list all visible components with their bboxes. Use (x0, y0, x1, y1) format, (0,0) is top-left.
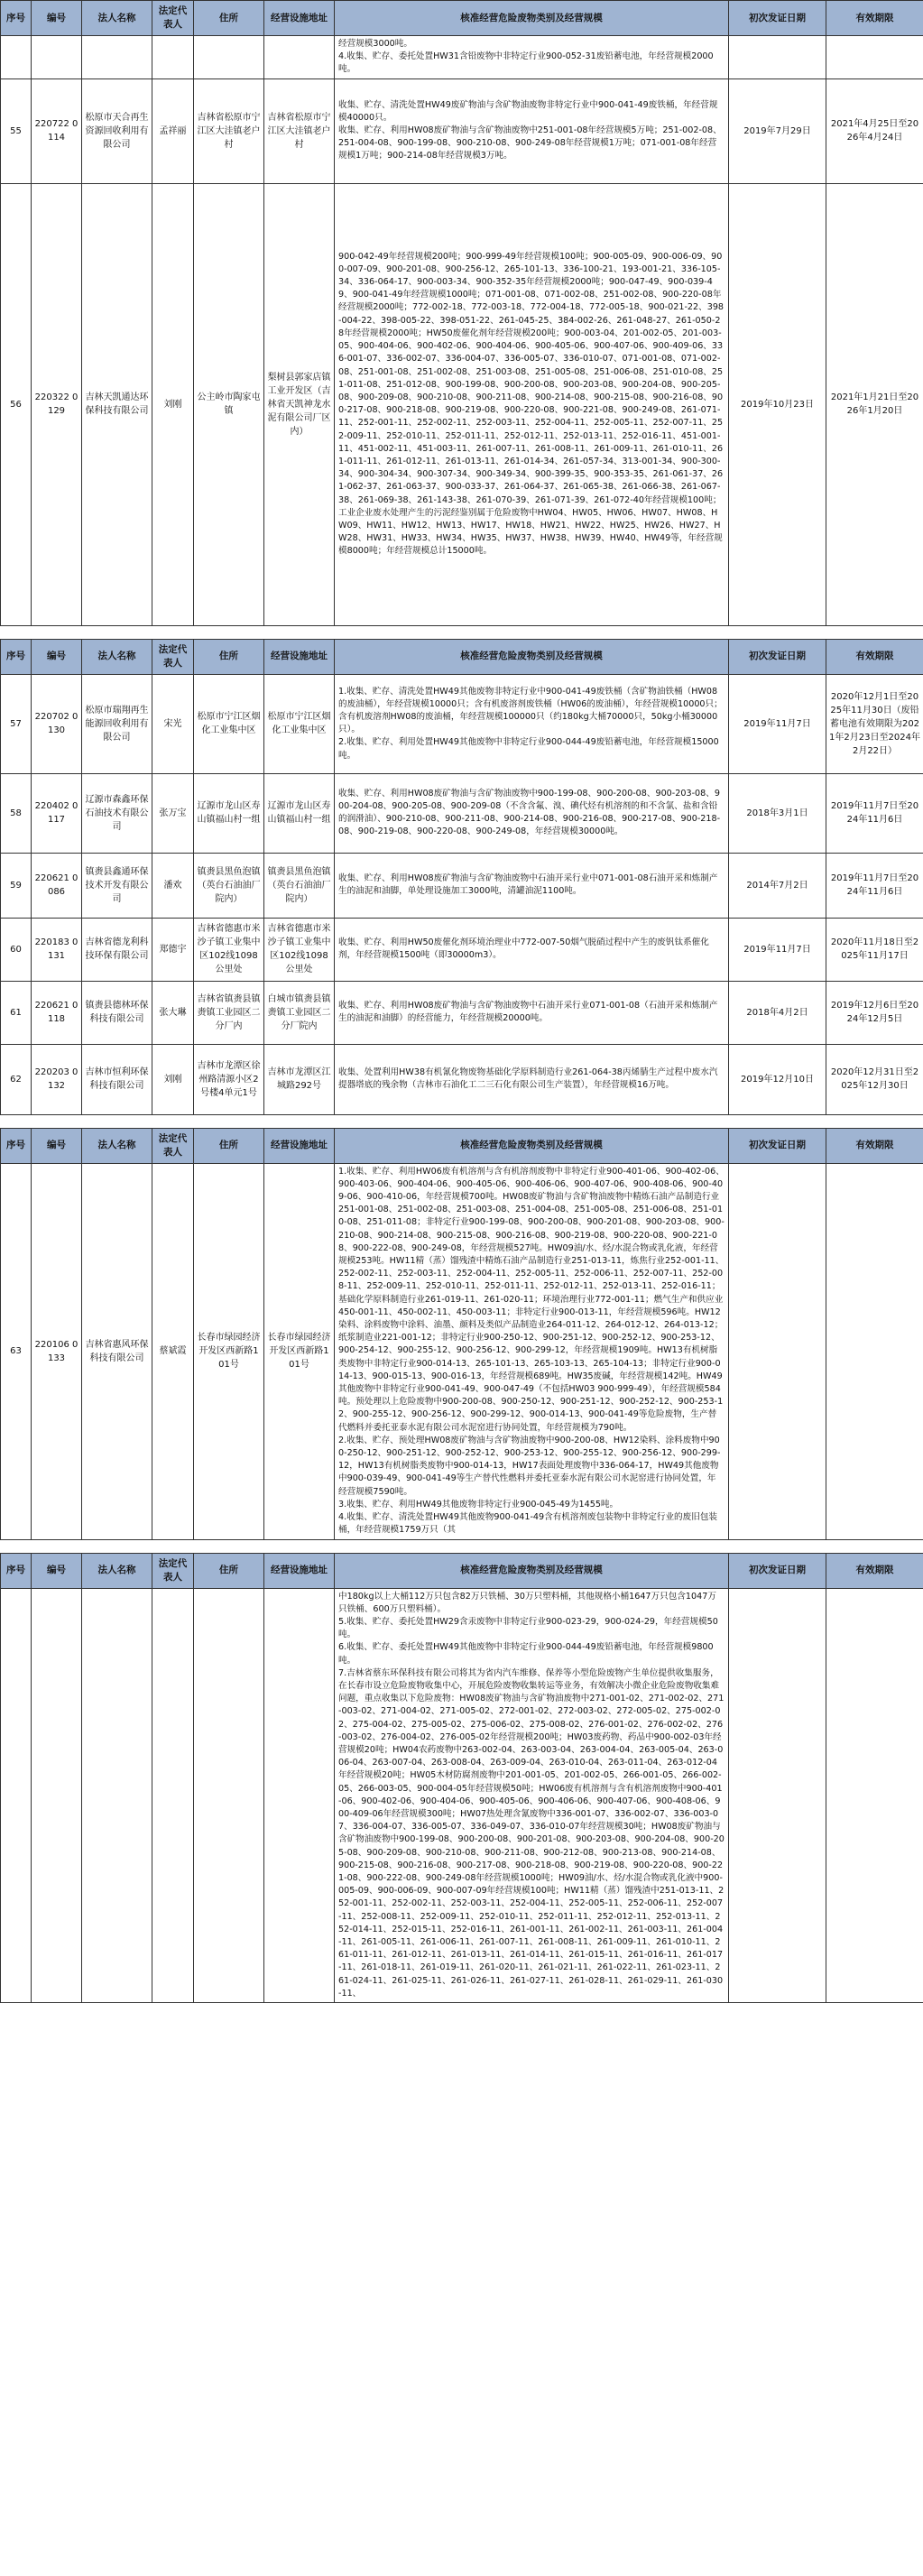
row-first-date: 2019年10月23日 (729, 183, 826, 625)
col-header-name: 法人名称 (82, 639, 152, 674)
row-rep: 刘刚 (152, 1044, 194, 1114)
table-row (1, 183, 923, 625)
table-row (1, 1044, 923, 1114)
col-header-address: 住所 (194, 1128, 264, 1163)
row-scope: 1.收集、贮存、利用HW06废有机溶剂与含有机溶剂废物中非特定行业900-401-06、900-402-06、900-403-06、900-404-06、900-405-06、900-406-06、900-407-06、900-408-06、900-409-06、900-410-06，年经营规模700吨。HW08废矿物油与含矿物油废物中精炼石油产品制造行业251-001-08、251-002-08、251-003-08、251-004-08、251-005-08、251-006-08、251-010-08、251-011-08；非特定行业900-199-08、900-200-08、900-201-08、900-203-08、900-210-08、900-214-08、900-215-08、900-216-08、900-219-08、900-220-08、900-221-08、900-222-08、900-249-08，年经营规模527吨。HW09油/水、烃/水混合物或乳化液，年经营规模253吨。HW11精（蒸）馏残渣中精炼石油产品制造行业251-013-11，炼焦行业252-001-11、252-002-11、252-003-11、252-004-11、252-005-11、252-006-11、252-007-11、252-008-11、252-009-11、252-010-11、252-011-11、252-012-11、252-013-11、252-016-11；基础化学原料制造行业261-019-11、261-020-11；环境治理行业772-001-11；燃气生产和供应业450-001-11、450-002-11、450-003-11；非特定行业900-013-11，年经营规模596吨。HW12染料、涂料废物中涂料、油墨、颜料及类似产品制造业264-011-12、264-012-12、264-013-12；纸浆制造业221-001-12；非特定行业900-250-12、900-251-12、900-252-12、900-253-12、900-254-12、900-255-12、900-256-12、900-299-12，年经营规模1909吨。HW13有机树脂类废物中非特定行业900-014-13、265-101-13、265-103-13、265-104-13；非特定行业900-014-13、900-015-13、900-016-13，年经营规模689吨。HW35废碱，年经营规模142吨。HW49其他废物中非特定行业900-041-49、900-047-49（不包括HW03 900-999-49），年经营规模584吨。预处理以上危险废物中900-200-08、900-250-12、900-251-12、900-252-12、900-253-12、900-255-12、900-256-12、900-299-12、900-014-13、900-041-49等危险废物，生产替代燃料并委托亚泰水泥有限公司水泥窑进行协同处置，年经营规模为790吨。 2.收集、贮存、预处理HW08废矿物油与含矿物油废物中900-200-08、HW12染料、涂料废物中900-250-12、900-251-12、900-252-12、900-253-12、900-255-12、900-256-12、900-299-12，HW13有机树脂类废物中900-014-13，HW17表面处理废物中336-064-17，HW49其他废物中900-039-49、900-041-49等生产替代性燃料并委托亚泰水泥有限公司水泥窑进行协同处置，年经营规模7590吨。 3.收集、贮存、利用HW49其他废物非特定行业900-045-49为1455吨。 4.收集、贮存、清洗处置HW49其他废物900-041-49含有机溶剂废包装物中非特定行业的废旧包装桶，年经营规模1759万只（其 (335, 1163, 729, 1539)
table-segment-1 (0, 0, 923, 626)
row-address: 公主岭市陶家屯镇 (194, 183, 264, 625)
permit-table (0, 639, 923, 1115)
col-header-no: 序号 (1, 1553, 32, 1588)
row-valid: 2021年1月21日至2026年1月20日 (826, 183, 923, 625)
col-header-no: 序号 (1, 639, 32, 674)
table-row (1, 981, 923, 1044)
row-valid: 2019年11月7日至2024年11月6日 (826, 853, 923, 918)
col-header-no: 序号 (1, 1, 32, 36)
row-no: 57 (1, 674, 32, 773)
row-facility: 松原市宁江区烟化工业集中区 (264, 674, 335, 773)
row-address: 辽源市龙山区寿山镇福山村一组 (194, 773, 264, 853)
table-row (1, 674, 923, 773)
col-header-valid: 有效期限 (826, 1128, 923, 1163)
row-name: 吉林省德龙利科技环保有限公司 (82, 918, 152, 981)
row-facility: 吉林省德惠市米沙子镇工业集中区102线1098公里处 (264, 918, 335, 981)
row-valid: 2020年12月1日至2025年11月30日（废铅蓄电池有效期限为2021年2月23日至2024年2月22日） (826, 674, 923, 773)
row-first-date: 2019年12月10日 (729, 1044, 826, 1114)
row-scope: 收集、贮存、清洗处置HW49废矿物油与含矿物油废物非特定行业中900-041-49废铁桶，年经营规模40000只。 收集、贮存、利用HW08废矿物油与含矿物油废物中251-001-08年经营规模5万吨；251-002-08、251-004-08、900-199-08、900-210-08、900-249-08年经营规模1万吨；071-001-08年经营规模1万吨；900-214-08年经营规模3万吨。 (335, 78, 729, 183)
row-name: 松原市瑞翔再生能源回收利用有限公司 (82, 674, 152, 773)
row-valid: 2020年11月18日至2025年11月17日 (826, 918, 923, 981)
col-header-rep: 法定代表人 (152, 1128, 194, 1163)
row-code: 220106 0133 (32, 1163, 82, 1539)
col-header-scope: 核准经营危险废物类别及经营规模 (335, 1128, 729, 1163)
row-name: 镇赉县德林环保科技有限公司 (82, 981, 152, 1044)
col-header-first-date: 初次发证日期 (729, 639, 826, 674)
row-first-date: 2014年7月2日 (729, 853, 826, 918)
row-scope: 1.收集、贮存、清洗处置HW49其他废物非特定行业中900-041-49废铁桶（含矿物油铁桶（HW08的废油桶），年经营规模10000只；含有机废溶剂废铁桶（HW06的废油桶），年经营规模10000只；含有机废溶剂HW08的废油桶，年经营规模100000只（约180kg大桶70000只，50kg小桶30000只）。 2.收集、贮存、利用处置HW49其他废物中非特定行业900-044-49废铅蓄电池，年经营规模15000吨。 (335, 674, 729, 773)
header-row (1, 1128, 923, 1163)
row-facility: 镇赉县黑鱼泡镇（英台石油油厂院内） (264, 853, 335, 918)
permit-table (0, 0, 923, 626)
row-rep: 张大琳 (152, 981, 194, 1044)
row-no: 62 (1, 1044, 32, 1114)
row-no: 60 (1, 918, 32, 981)
col-header-no: 序号 (1, 1128, 32, 1163)
row-address: 吉林市龙潭区徐州路清源小区2号楼4单元1号 (194, 1044, 264, 1114)
col-header-facility: 经营设施地址 (264, 1553, 335, 1588)
row-scope: 收集、贮存、利用HW50废催化剂环境治理业中772-007-50烟气脱硝过程中产生的废钒钛系催化剂，年经营规模1500吨（即30000m3）。 (335, 918, 729, 981)
col-header-rep: 法定代表人 (152, 639, 194, 674)
col-header-scope: 核准经营危险废物类别及经营规模 (335, 639, 729, 674)
row-name: 镇赉县鑫通环保技术开发有限公司 (82, 853, 152, 918)
permit-table (0, 1128, 923, 1540)
table-segment-4 (0, 1553, 923, 2004)
table-row-continuation (1, 1588, 923, 2003)
row-rep: 宋光 (152, 674, 194, 773)
row-name: 吉林市恒利环保科技有限公司 (82, 1044, 152, 1114)
col-header-facility: 经营设施地址 (264, 1, 335, 36)
row-valid: 2019年11月7日至2024年11月6日 (826, 773, 923, 853)
row-scope: 收集、贮存、利用HW08废矿物油与含矿物油废物中石油开采行业071-001-08（石油开采和炼制产生的油泥和油脚）的经营能力，年经营规模20000吨。 (335, 981, 729, 1044)
row-address: 吉林省松原市宁江区大洼镇老户村 (194, 78, 264, 183)
row-name: 辽源市森鑫环保石油技术有限公司 (82, 773, 152, 853)
row-name: 松原市天合再生资源回收利用有限公司 (82, 78, 152, 183)
row-no: 56 (1, 183, 32, 625)
row-rep: 蔡斌霞 (152, 1163, 194, 1539)
row-code: 220402 0117 (32, 773, 82, 853)
row-no: 61 (1, 981, 32, 1044)
row-first-date: 2019年7月29日 (729, 78, 826, 183)
row-address: 吉林省德惠市米沙子镇工业集中区102线1098公里处 (194, 918, 264, 981)
col-header-first-date: 初次发证日期 (729, 1, 826, 36)
header-row (1, 1, 923, 36)
row-scope: 收集、贮存、利用HW08废矿物油与含矿物油废物中900-199-08、900-200-08、900-203-08、900-204-08、900-205-08、900-209-08（不含含氟、溴、碘代烃有机溶剂的和不含氯、盐和含铅的润滑油）、900-210-08、900-211-08、900-214-08、900-216-08、900-217-08、900-218-08、900-219-08、900-220-08、900-249-08，年经营规模30000吨。 (335, 773, 729, 853)
row-scope: 收集、贮存、利用HW08废矿物油与含矿物油废物中石油开采行业中071-001-08石油开采和炼制产生的油泥和油脚，单处理设施加工3000吨，清罐油泥1100吨。 (335, 853, 729, 918)
row-scope: 收集、处置利用HW38有机氰化物废物基础化学原料制造行业261-064-38丙烯腈生产过程中废水汽提器塔底的残余物（吉林市石油化工二三石化有限公司生产装置），年经营规模16万吨。 (335, 1044, 729, 1114)
row-scope: 900-042-49年经营规模200吨；900-999-49年经营规模100吨；900-005-09、900-006-09、900-007-09、900-201-08、900-256-12、265-101-13、336-100-21、193-001-21、336-105-34、336-064-17、900-003-34、900-352-35年经营规模2000吨；900-047-49、900-039-49、900-041-49年经营规模1000吨；071-001-08、071-002-08、251-002-08、900-220-08年经营规模2000吨；772-002-18、772-003-18、772-004-18、772-005-18、900-021-22、398-004-22、398-005-22、398-051-22、261-045-25、384-002-26、261-048-27、261-050-28年经营规模2000吨；HW50废催化剂年经营规模200吨；900-003-04、201-002-05、201-003-05、900-404-06、900-402-06、900-404-06、900-405-06、900-407-06、900-409-06、336-001-07、336-002-07、336-004-07、336-005-07、336-010-07、071-001-08、071-002-08、251-001-08、251-002-08、251-003-08、251-005-08、251-006-08、251-010-08、251-011-08、251-012-08、900-199-08、900-200-08、900-203-08、900-204-08、900-205-08、900-209-08、900-210-08、900-211-08、900-214-08、900-215-08、900-216-08、900-217-08、900-218-08、900-219-08、900-220-08、900-221-08、900-249-08、261-071-11、252-001-11、252-002-11、252-003-11、252-004-11、252-005-11、252-007-11、252-009-11、252-010-11、252-011-11、252-012-11、252-013-11、252-016-11、451-001-11、451-002-11、451-003-11、261-007-11、261-008-11、261-009-11、261-010-11、261-011-11、261-012-11、261-013-11、261-014-34、261-057-34、313-001-34、900-300-34、900-304-34、900-307-34、900-349-34、900-399-35、900-353-35、261-061-37、261-062-37、261-063-37、900-033-37、261-064-37、261-065-38、261-066-38、261-067-38、261-069-38、261-143-38、261-070-39、261-071-39、261-072-40年经营规模100吨；工业企业废水处理产生的污泥经鉴别属于危险废物中HW04、HW05、HW06、HW07、HW08、HW09、HW11、HW12、HW13、HW17、HW18、HW21、HW22、HW25、HW26、HW27、HW28、HW31、HW33、HW34、HW35、HW37、HW38、HW39、HW40、HW49等，年经营规模8000吨；年经营规模总计15000吨。 (335, 183, 729, 625)
row-facility: 长春市绿园经济开发区西新路101号 (264, 1163, 335, 1539)
row-code: 220621 0086 (32, 853, 82, 918)
row-no: 55 (1, 78, 32, 183)
col-header-name: 法人名称 (82, 1128, 152, 1163)
row-facility: 吉林省松原市宁江区大洼镇老户村 (264, 78, 335, 183)
row-code: 220702 0130 (32, 674, 82, 773)
row-no: 63 (1, 1163, 32, 1539)
table-segment-3 (0, 1128, 923, 1540)
row-code: 220722 0114 (32, 78, 82, 183)
table-row (1, 773, 923, 853)
row-rep: 张万宝 (152, 773, 194, 853)
col-header-facility: 经营设施地址 (264, 639, 335, 674)
row-code: 220203 0132 (32, 1044, 82, 1114)
row-name: 吉林天凯通达环保科技有限公司 (82, 183, 152, 625)
col-header-facility: 经营设施地址 (264, 1128, 335, 1163)
row-first-date: 2018年4月2日 (729, 981, 826, 1044)
col-header-valid: 有效期限 (826, 1553, 923, 1588)
col-header-first-date: 初次发证日期 (729, 1553, 826, 1588)
row-valid (826, 1163, 923, 1539)
row-code: 220183 0131 (32, 918, 82, 981)
col-header-address: 住所 (194, 639, 264, 674)
row-rep: 郑德宇 (152, 918, 194, 981)
row-rep: 刘刚 (152, 183, 194, 625)
row-first-date: 2018年3月1日 (729, 773, 826, 853)
col-header-first-date: 初次发证日期 (729, 1128, 826, 1163)
row-address: 松原市宁江区烟化工业集中区 (194, 674, 264, 773)
row-no: 58 (1, 773, 32, 853)
header-row (1, 639, 923, 674)
col-header-address: 住所 (194, 1553, 264, 1588)
row-code: 220322 0129 (32, 183, 82, 625)
table-row (1, 918, 923, 981)
col-header-code: 编号 (32, 1, 82, 36)
row-address: 吉林省镇赉县镇赉镇工业园区二分厂内 (194, 981, 264, 1044)
col-header-name: 法人名称 (82, 1553, 152, 1588)
row-first-date: 2019年11月7日 (729, 918, 826, 981)
col-header-rep: 法定代表人 (152, 1, 194, 36)
row-valid: 2020年12月31日至2025年12月30日 (826, 1044, 923, 1114)
col-header-scope: 核准经营危险废物类别及经营规模 (335, 1553, 729, 1588)
row-no: 59 (1, 853, 32, 918)
row-address: 镇赉县黑鱼泡镇（英台石油油厂院内） (194, 853, 264, 918)
col-header-code: 编号 (32, 639, 82, 674)
row-code: 220621 0118 (32, 981, 82, 1044)
row-name: 吉林省惠风环保科技有限公司 (82, 1163, 152, 1539)
col-header-name: 法人名称 (82, 1, 152, 36)
row-rep: 孟祥丽 (152, 78, 194, 183)
col-header-valid: 有效期限 (826, 639, 923, 674)
row-first-date: 2019年11月7日 (729, 674, 826, 773)
row-address: 长春市绿园经济开发区西新路101号 (194, 1163, 264, 1539)
col-header-valid: 有效期限 (826, 1, 923, 36)
table-row-continuation (1, 36, 923, 79)
col-header-scope: 核准经营危险废物类别及经营规模 (335, 1, 729, 36)
row-first-date (729, 1163, 826, 1539)
col-header-code: 编号 (32, 1553, 82, 1588)
scope-cell: 经营规模3000吨。 4.收集、贮存、委托处置HW31含铅废物中非特定行业900-052-31废铅蓄电池，年经营规模2000吨。 (335, 36, 729, 79)
col-header-rep: 法定代表人 (152, 1553, 194, 1588)
row-rep: 潘欢 (152, 853, 194, 918)
row-facility: 梨树县郭家店镇工业开发区（吉林省天凯神龙水泥有限公司厂区内） (264, 183, 335, 625)
table-row (1, 78, 923, 183)
header-row (1, 1553, 923, 1588)
row-valid: 2021年4月25日至2026年4月24日 (826, 78, 923, 183)
col-header-code: 编号 (32, 1128, 82, 1163)
table-row (1, 1163, 923, 1539)
permit-table (0, 1553, 923, 2004)
col-header-address: 住所 (194, 1, 264, 36)
row-facility: 辽源市龙山区寿山镇福山村一组 (264, 773, 335, 853)
row-valid: 2019年12月6日至2024年12月5日 (826, 981, 923, 1044)
table-row (1, 853, 923, 918)
table-segment-2 (0, 639, 923, 1115)
scope-cell: 中180kg以上大桶112万只包含82万只铁桶、30万只塑料桶，其他规格小桶1647万只包含1047万只铁桶、600万只塑料桶）。 5.收集、贮存、委托处置HW29含汞废物中非特定行业900-023-29，900-024-29，年经营规模50吨。 6.收集、贮存、委托处置HW49其他废物中非特定行业900-044-49废铅蓄电池，年经营规模9800吨。 7.吉林省蔡东环保科技有限公司将其为省内汽车维修、保养等小型危险废物产生单位提供收集服务，在长春市设立危险废物收集中心，开展危险废物收集转运等业务，有效解决小微企业危险废物收集难问题，重点收集以下危险废物：HW08废矿物油与含矿物油废物中271-001-02、271-002-02、271-003-02、271-004-02、271-005-02、272-001-02、272-003-02、272-005-02、275-002-02、275-004-02、275-005-02、275-006-02、275-008-02、276-001-02、276-002-02、276-003-02、276-004-02、276-005-02年经营规模200吨；HW03废药物、药品中900-002-03年经营规模20吨；HW04农药废物中263-002-04、263-003-04、263-004-04、263-005-04、263-006-04、263-007-04、263-008-04、263-009-04、263-010-04、263-011-04、263-012-04年经营规模20吨；HW05木材防腐剂废物中201-001-05、201-002-05、266-001-05、266-002-05、266-003-05、900-004-05年经营规模50吨；HW06废有机溶剂与含有机溶剂废物中900-401-06、900-402-06、900-404-06、900-405-06、900-406-06、900-407-06、900-408-06、900-409-06年经营规模300吨；HW07热处理含氰废物中336-001-07、336-002-07、336-003-07、336-004-07、336-005-07、336-049-07、336-010-07年经营规模30吨；HW08废矿物油与含矿物油废物中900-199-08、900-200-08、900-201-08、900-203-08、900-204-08、900-205-08、900-209-08、900-210-08、900-211-08、900-212-08、900-213-08、900-214-08、900-215-08、900-216-08、900-217-08、900-218-08、900-219-08、900-220-08、900-221-08、900-222-08、900-249-08年经营规模1000吨；HW09油/水、烃/水混合物或乳化液中900-005-09、900-006-09、900-007-09年经营规模100吨；HW11精（蒸）馏残渣中251-013-11、252-001-11、252-002-11、252-003-11、252-004-11、252-005-11、252-006-11、252-007-11、252-008-11、252-009-11、252-010-11、252-011-11、252-012-11、252-013-11、252-014-11、252-015-11、252-016-11、261-001-11、261-002-11、261-003-11、261-004-11、261-005-11、261-006-11、261-007-11、261-008-11、261-009-11、261-010-11、261-011-11、261-012-11、261-013-11、261-014-11、261-015-11、261-016-11、261-017-11、261-018-11、261-019-11、261-020-11、261-021-11、261-022-11、261-023-11、261-024-11、261-025-11、261-026-11、261-027-11、261-028-11、261-029-11、261-030-11、 (335, 1588, 729, 2003)
row-facility: 吉林市龙潭区江城路292号 (264, 1044, 335, 1114)
row-facility: 白城市镇赉县镇赉镇工业园区二分厂院内 (264, 981, 335, 1044)
